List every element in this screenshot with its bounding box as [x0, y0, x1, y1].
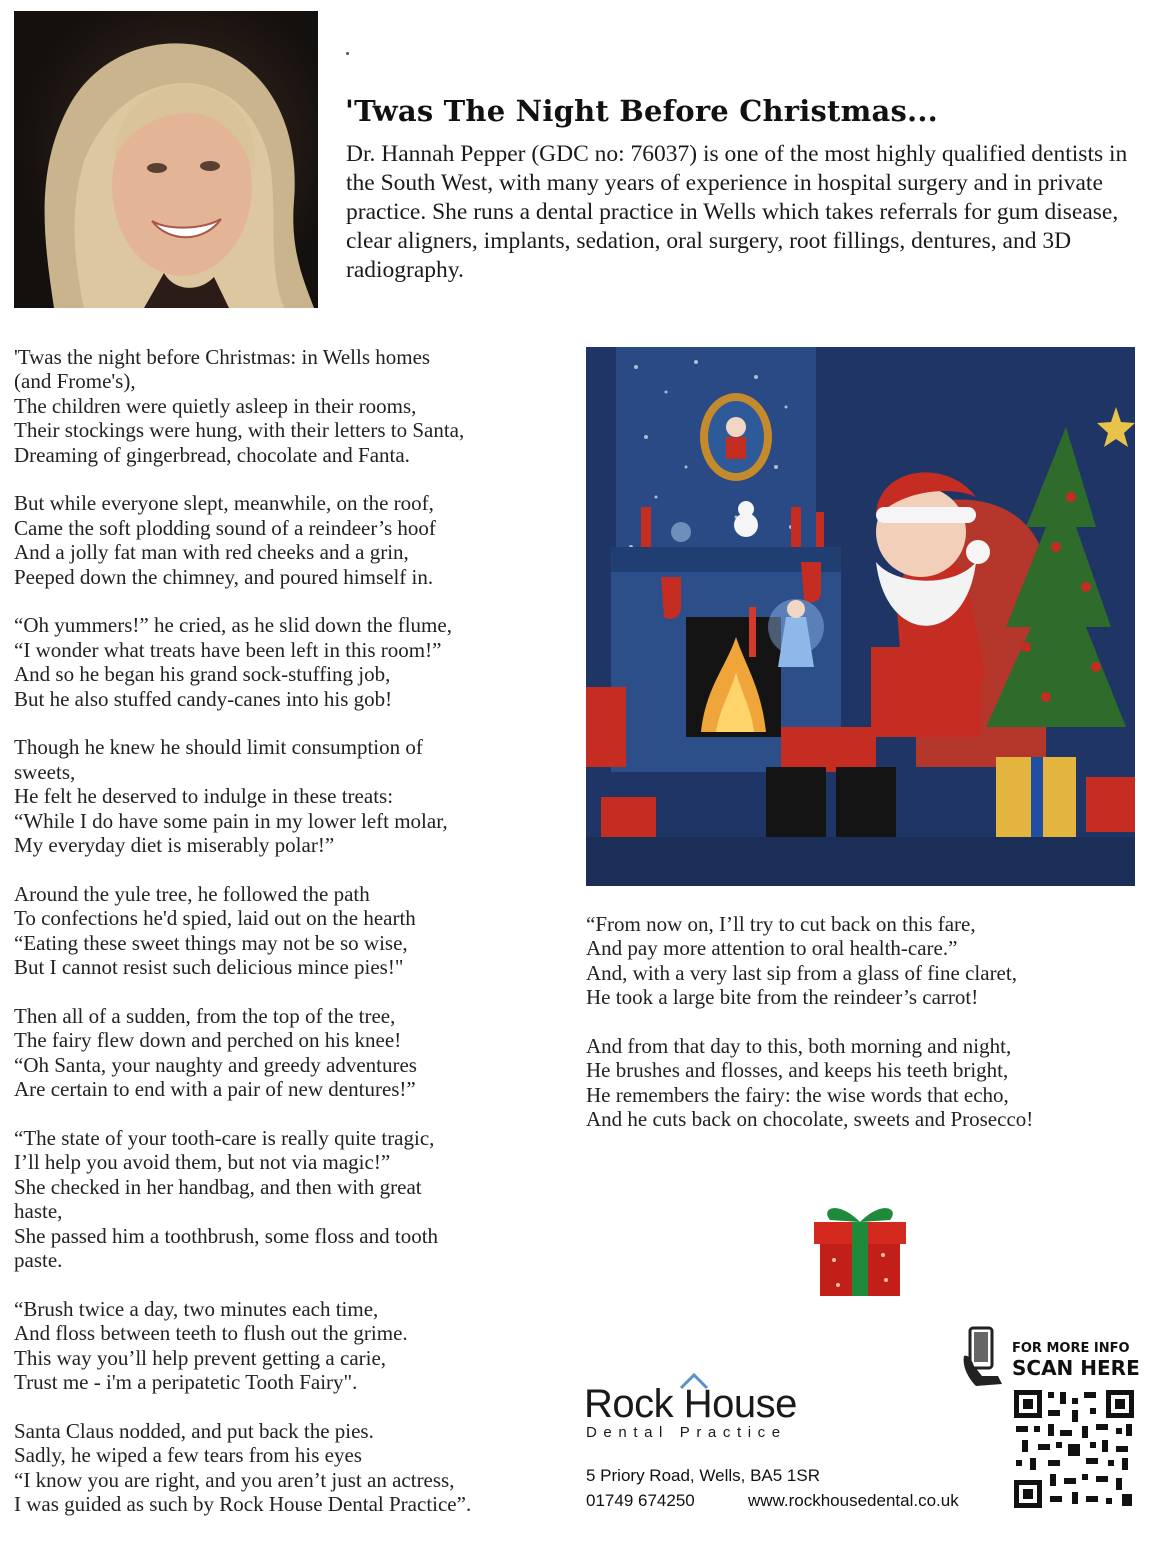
- practice-logo-name: Rock House: [584, 1382, 797, 1426]
- poem-stanza: Though he knew he should limit consumption of sweets, He felt he deserved to indulge in these treats: “While I do have some pain in my lower left molar, My everyday diet is miserably polar!”: [14, 735, 448, 858]
- poem-stanza: Then all of a sudden, from the top of the tree, The fairy flew down and perched on his knee! “Oh Santa, your naughty and greedy adventures Are certain to end with a pair of new dentures!”: [14, 1003, 417, 1102]
- practice-address: 5 Priory Road, Wells, BA5 1SR: [586, 1466, 820, 1485]
- poem-left-column: [14, 345, 574, 1541]
- poem-right-column: [586, 912, 1146, 1156]
- poem-stanza: And from that day to this, both morning and night, He brushes and flosses, and keeps his teeth bright, He remembers the fairy: the wise words that echo, And he cuts back on chocolate, sweets and Prosecco!: [586, 1034, 1034, 1132]
- practice-logo-subtitle: Dental Practice: [586, 1424, 787, 1441]
- poem-stanza: But while everyone slept, meanwhile, on the roof, Came the soft plodding sound of a reindeer’s hoof And a jolly fat man with red cheeks and a grin, Peeped down the chimney, and poured himself in.: [14, 491, 436, 589]
- poem-stanza: 'Twas the night before Christmas: in Wells homes (and Frome's), The children were quietly asleep in their rooms, Their stockings were hung, with their letters to Santa, Dreaming of gingerbread, chocolate and Fanta.: [14, 345, 465, 467]
- scan-line-1: FOR MORE INFO: [1012, 1341, 1130, 1356]
- poem-stanza: “Brush twice a day, two minutes each time, And floss between teeth to flush out the grime. This way you’ll help prevent getting a carie, Trust me - i'm a peripatetic Tooth Fairy".: [14, 1296, 408, 1394]
- decorative-dot: [346, 52, 349, 55]
- scan-line-2: SCAN HERE: [1012, 1356, 1140, 1380]
- author-portrait: [14, 11, 318, 308]
- author-intro: Dr. Hannah Pepper (GDC no: 76037) is one of the most highly qualified dentists in the South West, with many years of experience in hospital surgery and in private practice. She runs a dental practice in Wells which takes referrals for gum disease, clear aligners, implants, sedation, oral surgery, root fillings, dentures, and 3D radiography.: [346, 141, 1128, 283]
- poem-stanza: Around the yule tree, he followed the path To confections he'd spied, laid out on the hearth “Eating these sweet things may not be so wise, But I cannot resist such delicious mince pies!": [14, 881, 416, 980]
- santa-fireplace-scene: [586, 347, 1135, 886]
- qr-code[interactable]: [1012, 1388, 1136, 1510]
- practice-phone[interactable]: 01749 674250: [586, 1491, 695, 1510]
- portrait-illustration: [14, 11, 318, 308]
- poem-stanza: Santa Claus nodded, and put back the pies. Sadly, he wiped a few tears from his eyes “I know you are right, and you aren’t just an actress, I was guided as such by Rock House Dental Practice”.: [14, 1418, 472, 1516]
- santa-illustration: [586, 347, 1135, 886]
- poem-stanza: “Oh yummers!” he cried, as he slid down the flume, “I wonder what treats have been left in this room!” And so he began his grand sock-stuffing job, But he also stuffed candy-canes into his gob!: [14, 613, 452, 711]
- page-title: 'Twas The Night Before Christmas...: [345, 94, 938, 128]
- gift-box-icon: [808, 1190, 912, 1298]
- poem-stanza: “From now on, I’ll try to cut back on this fare, And pay more attention to oral health-care.” And, with a very last sip from a glass of fine claret, He took a large bite from the reindeer’s carrot!: [586, 912, 1017, 1010]
- phone-hand-icon: [962, 1326, 1006, 1388]
- scan-prompt: [1012, 1342, 1142, 1378]
- practice-website-link[interactable]: www.rockhousedental.co.uk: [748, 1491, 959, 1510]
- poem-stanza: “The state of your tooth-care is really quite tragic, I’ll help you avoid them, but not via magic!” She checked in her handbag, and then with great haste, She passed him a toothbrush, some floss and tooth paste.: [14, 1125, 439, 1272]
